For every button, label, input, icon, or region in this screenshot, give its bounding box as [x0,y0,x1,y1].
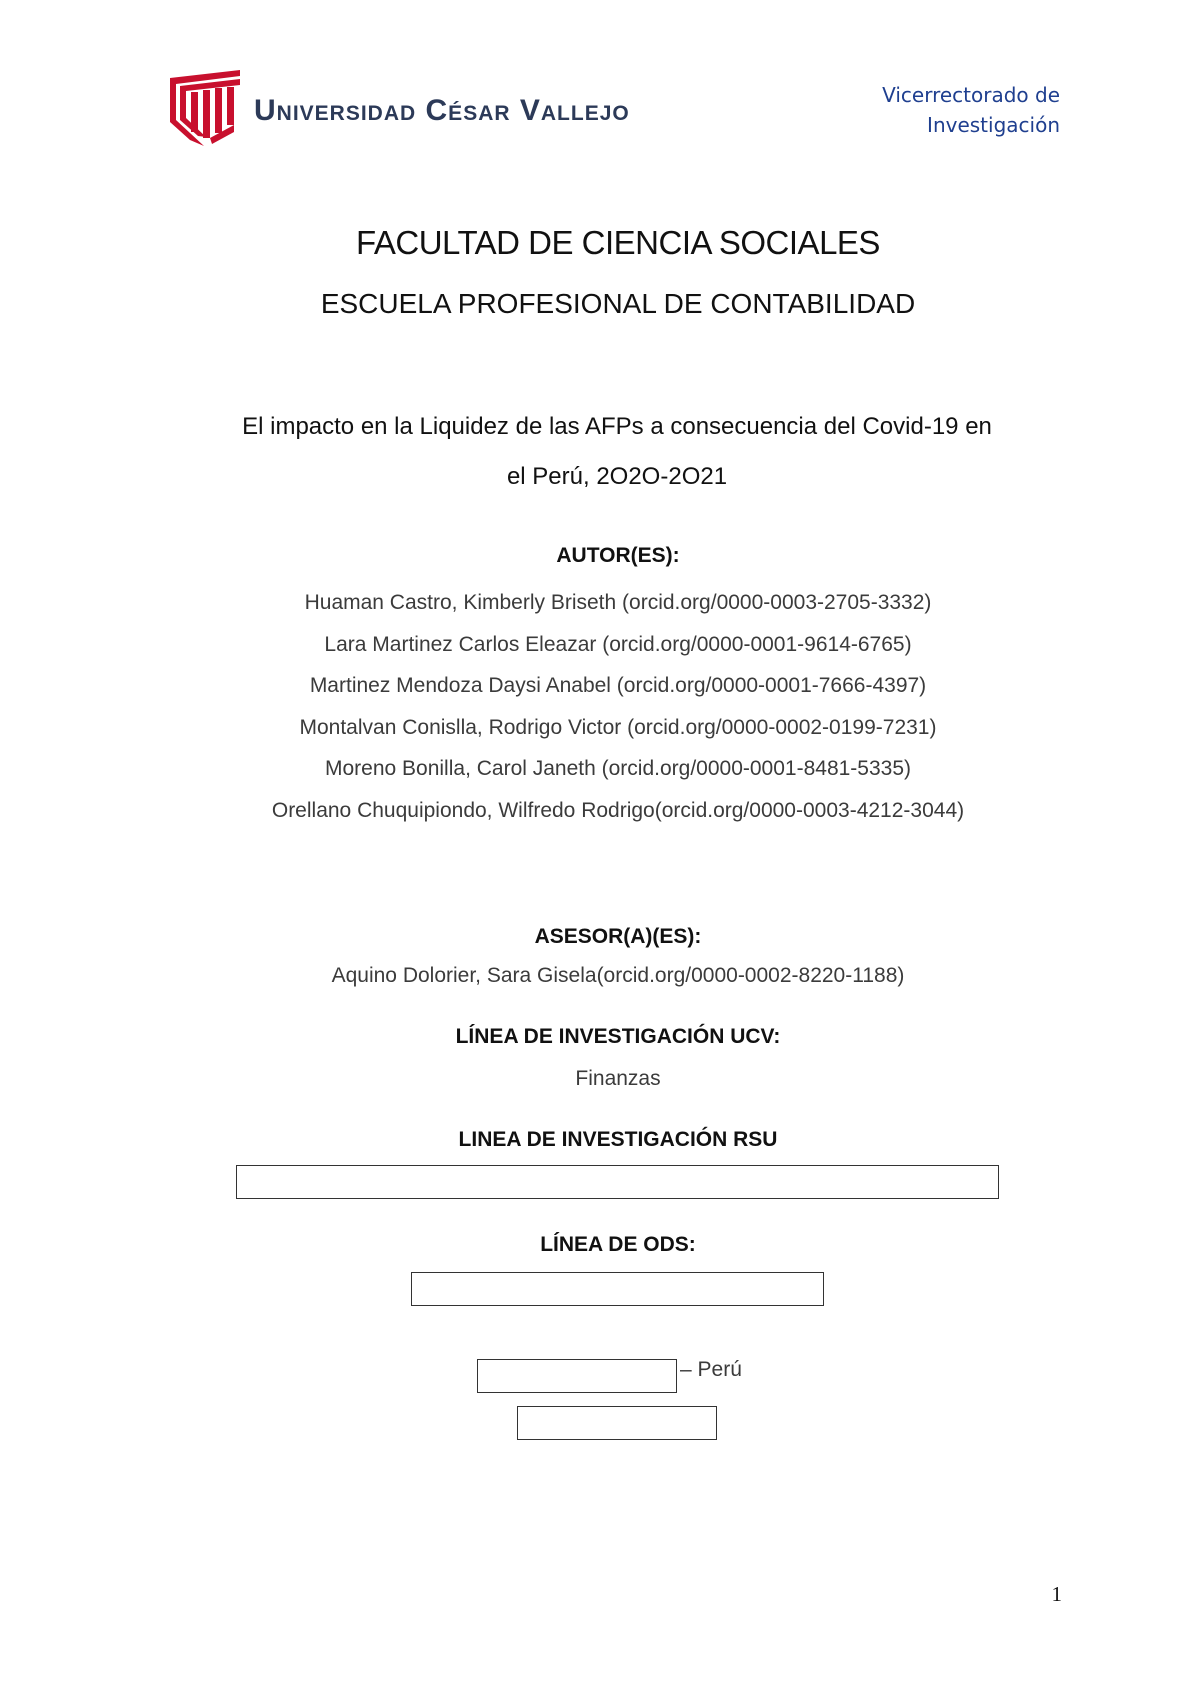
page-number: 1 [1051,1582,1062,1606]
line-ods-label: LÍNEA DE ODS: [540,1233,696,1256]
author-item: Moreno Bonilla, Carol Janeth (orcid.org/0000-0001-8481-5335) [324,757,912,780]
advisor-name: Aquino Dolorier, Sara Gisela(orcid.org/0000-0002-8220-1188) [331,964,905,987]
office-line-2: Investigación [927,113,1060,137]
author-item: Lara Martinez Carlos Eleazar (orcid.org/0000-0001-9614-6765) [324,632,912,656]
author-item: Montalvan Conislla, Rodrigo Victor (orcid.org/0000-0002-0199-7231) [299,715,937,739]
faculty-name: FACULTAD DE CIENCIA SOCIALES [356,224,880,261]
university-name: Universidad César Vallejo [254,94,630,127]
authors-list [0,582,1200,831]
line-rsu-label: LINEA DE INVESTIGACIÓN RSU [458,1128,778,1151]
line-ucv-value: Finanzas [575,1067,661,1090]
country-suffix: – Perú [680,1358,742,1381]
city-field[interactable] [477,1359,677,1393]
advisor-label: ASESOR(A)(ES): [534,925,702,948]
line-rsu-field[interactable] [236,1165,999,1199]
author-item: Martinez Mendoza Daysi Anabel (orcid.org/0000-0001-7666-4397) [309,674,927,697]
thesis-title-line-1: El impacto en la Liquidez de las AFPs a consecuencia del Covid-19 en [242,413,992,440]
ucv-shield-logo-icon [170,70,240,146]
office-heading [882,80,1060,140]
authors-label: AUTOR(ES): [556,544,680,567]
office-line-1: Vicerrectorado de [882,83,1060,107]
thesis-title [0,402,1200,502]
line-ods-field[interactable] [411,1272,824,1306]
line-ucv-label: LÍNEA DE INVESTIGACIÓN UCV: [455,1025,781,1048]
author-item: Huaman Castro, Kimberly Briseth (orcid.org/0000-0003-2705-3332) [304,591,932,614]
author-item: Orellano Chuquipiondo, Wilfredo Rodrigo(orcid.org/0000-0003-4212-3044) [271,798,965,822]
year-field[interactable] [517,1406,717,1440]
school-name: ESCUELA PROFESIONAL DE CONTABILIDAD [320,288,916,319]
thesis-title-line-2: el Perú, 2O2O-2O21 [506,463,728,490]
